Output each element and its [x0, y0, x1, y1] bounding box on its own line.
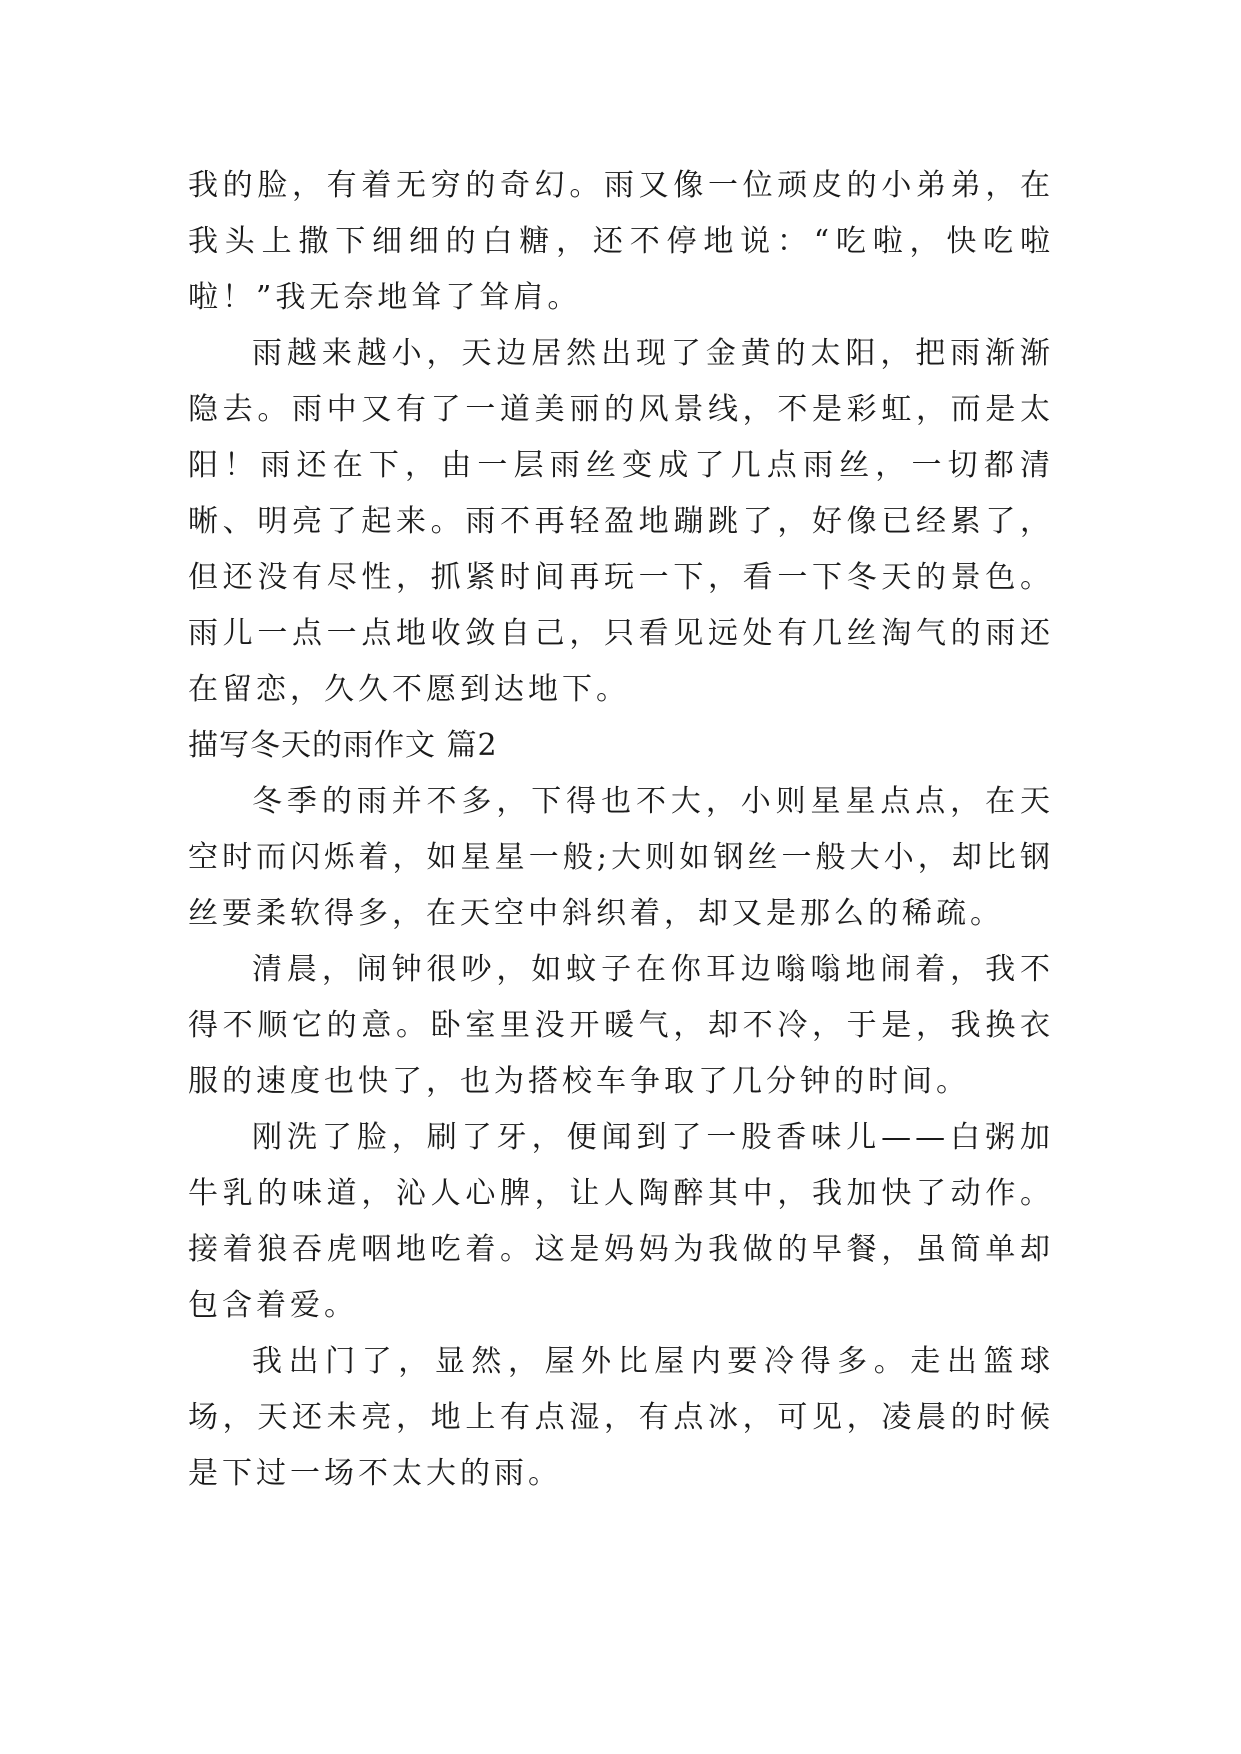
paragraph-continued: 我的脸，有着无穷的奇幻。雨又像一位顽皮的小弟弟，在我头上撒下细细的白糖，还不停地说：“吃啦，快吃啦啦！”我无奈地耸了耸肩。: [188, 168, 1054, 315]
paragraph: 清晨，闹钟很吵，如蚊子在你耳边嗡嗡地闹着，我不得不顺它的意。卧室里没开暖气，却不冷，于是，我换衣服的速度也快了，也为搭校车争取了几分钟的时间。: [188, 952, 1054, 1099]
paragraph: 我出门了，显然，屋外比屋内要冷得多。走出篮球场，天还未亮，地上有点湿，有点冰，可见，凌晨的时候是下过一场不太大的雨。: [188, 1344, 1054, 1491]
document-body: [188, 158, 1054, 1502]
paragraph: 雨越来越小，天边居然出现了金黄的太阳，把雨渐渐隐去。雨中又有了一道美丽的风景线，不是彩虹，而是太阳！雨还在下，由一层雨丝变成了几点雨丝，一切都清晰、明亮了起来。雨不再轻盈地蹦跳了，好像已经累了，但还没有尽性，抓紧时间再玩一下，看一下冬天的景色。雨儿一点一点地收敛自己，只看见远处有几丝淘气的雨还在留恋，久久不愿到达地下。: [188, 336, 1054, 707]
section-title: 描写冬天的雨作文 篇2: [188, 728, 498, 763]
paragraph: 冬季的雨并不多，下得也不大，小则星星点点，在天空时而闪烁着，如星星一般;大则如钢丝一般大小，却比钢丝要柔软得多，在天空中斜织着，却又是那么的稀疏。: [188, 784, 1054, 931]
paragraph: 刚洗了脸，刷了牙，便闻到了一股香味儿——白粥加牛乳的味道，沁人心脾，让人陶醉其中，我加快了动作。接着狼吞虎咽地吃着。这是妈妈为我做的早餐，虽简单却包含着爱。: [188, 1120, 1054, 1323]
